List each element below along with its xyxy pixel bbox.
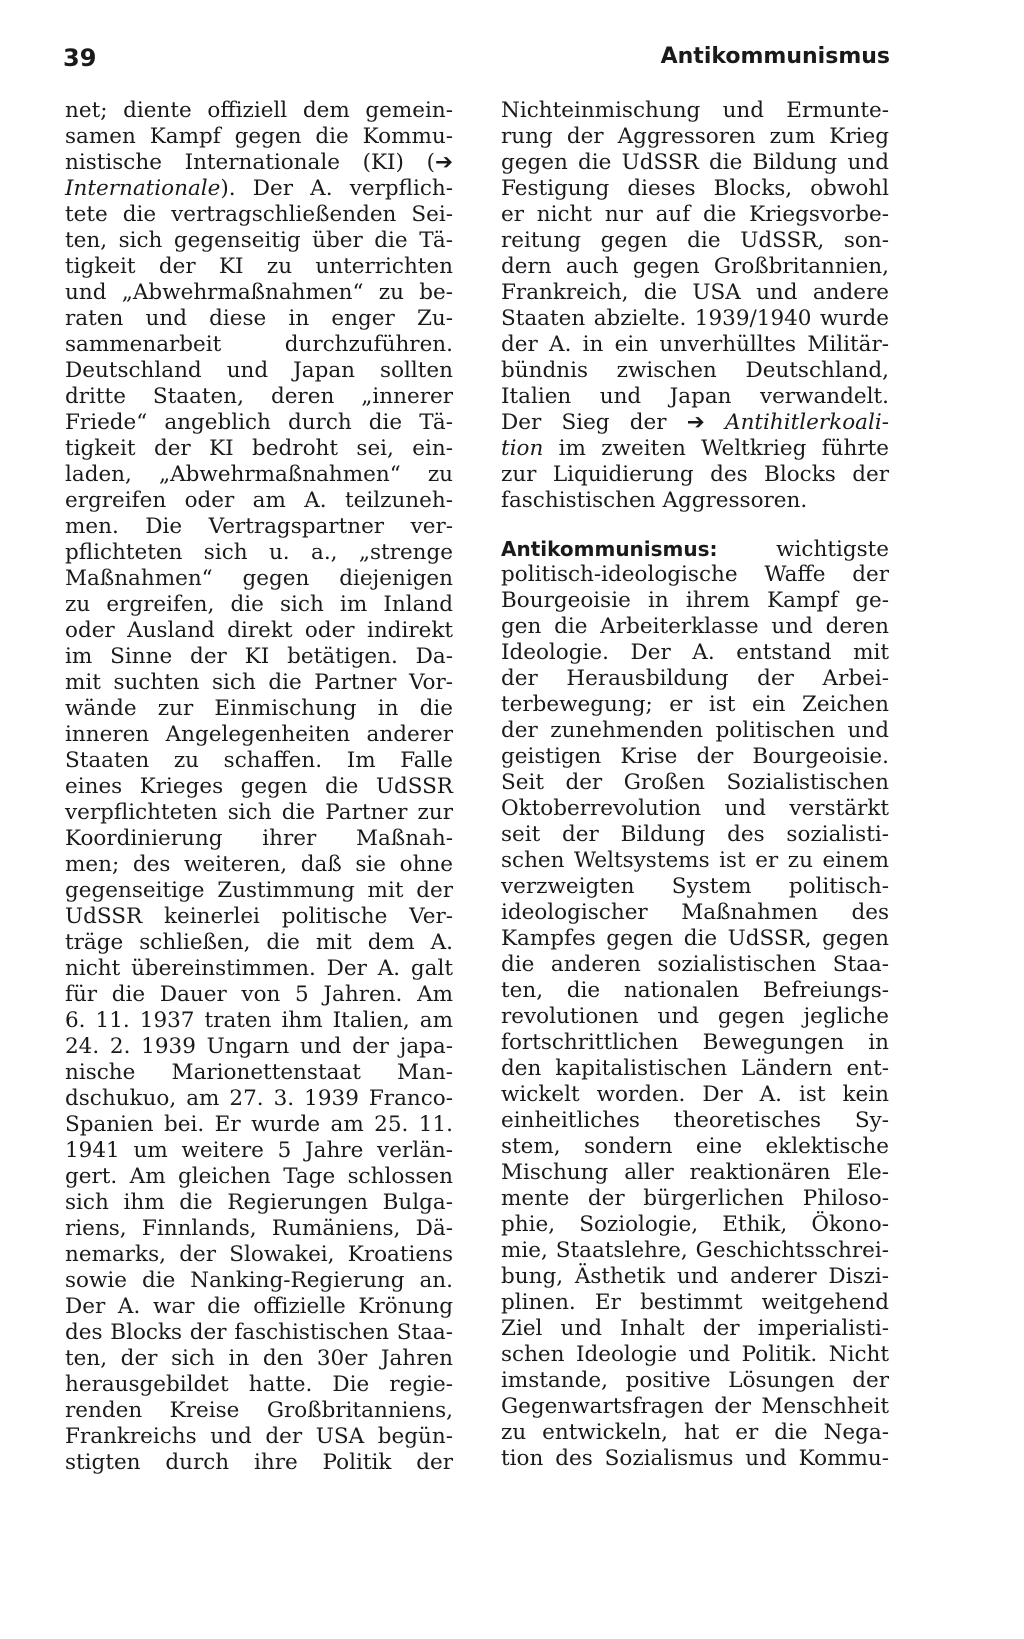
text-line: men. Die Vertragspartner ver-: [65, 514, 453, 539]
text-segment: nistische Internationale (KI): [65, 150, 404, 175]
text-line: Ziel und Inhalt der imperialisti-: [501, 1316, 889, 1341]
text-line: mit suchten sich die Partner Vor-: [65, 670, 453, 695]
text-line: Festigung dieses Blocks, obwohl: [501, 176, 889, 201]
text-line: [501, 436, 889, 462]
text-line: pflichteten sich u. a., „strenge: [65, 540, 453, 565]
text-line: revolutionen und gegen jegliche: [501, 1004, 889, 1029]
text-line: des Blocks der faschistischen Staa-: [65, 1320, 453, 1345]
text-line: gen die Arbeiterklasse und deren: [501, 614, 889, 639]
text-line: bung, Ästhetik und anderer Diszi-: [501, 1264, 889, 1289]
text-line: Mischung aller reaktionären Ele-: [501, 1160, 889, 1185]
text-line: ten, die nationalen Befreiungs-: [501, 978, 889, 1003]
text-line: für die Dauer von 5 Jahren. Am: [65, 982, 453, 1007]
text-line: Spanien bei. Er wurde am 25. 11.: [65, 1112, 453, 1137]
text-line: einheitliches theoretisches Sy-: [501, 1108, 889, 1133]
text-line: men; des weiteren, daß sie ohne: [65, 852, 453, 877]
text-line: sowie die Nanking-Regierung an.: [65, 1268, 453, 1293]
text-line: verzweigten System politisch-: [501, 874, 889, 899]
text-line: träge schließen, die mit dem A.: [65, 930, 453, 955]
text-line: tigkeit der KI bedroht sei, ein-: [65, 436, 453, 461]
text-line: der Herausbildung der Arbei-: [501, 666, 889, 691]
text-line: wände zur Einmischung in die: [65, 696, 453, 721]
text-segment: im zweiten Weltkrieg führte: [543, 436, 889, 461]
text-line: Frankreich, die USA und andere: [501, 280, 889, 305]
text-line: den kapitalistischen Ländern ent-: [501, 1056, 889, 1081]
text-line: mie, Staatslehre, Geschichtsschrei-: [501, 1238, 889, 1263]
text-line: gert. Am gleichen Tage schlossen: [65, 1164, 453, 1189]
text-line: zu ergreifen, die sich im Inland: [65, 592, 453, 617]
text-line: im Sinne der KI betätigen. Da-: [65, 644, 453, 669]
text-line: Koordinierung ihrer Maßnah-: [65, 826, 453, 851]
text-line: renden Kreise Großbritanniens,: [65, 1398, 453, 1423]
text-segment: Der Sieg der: [501, 410, 667, 435]
text-line: nemarks, der Slowakei, Kroatiens: [65, 1242, 453, 1267]
text-line: gegen die UdSSR die Bildung und: [501, 150, 889, 175]
entry-headword: Antikommunismus:: [501, 537, 718, 561]
arrow-icon: ➔: [434, 150, 453, 175]
text-line: reitung gegen die UdSSR, son-: [501, 228, 889, 253]
text-line: Kampfes gegen die UdSSR, gegen: [501, 926, 889, 951]
text-line: stigten durch ihre Politik der: [65, 1450, 453, 1475]
text-line: Oktoberrevolution und verstärkt: [501, 796, 889, 821]
text-line: tigkeit der KI zu unterrichten: [65, 254, 453, 279]
text-line: ideologischer Maßnahmen des: [501, 900, 889, 925]
text-line: Staaten zu schaffen. Im Falle: [65, 748, 453, 773]
text-line: sich ihm die Regierungen Bulga-: [65, 1190, 453, 1215]
text-line: Gegenwartsfragen der Menschheit: [501, 1394, 889, 1419]
text-line: zur Liquidierung des Blocks der: [501, 462, 889, 487]
text-line: ten, der sich in den 30er Jahren: [65, 1346, 453, 1371]
text-line: faschistischen Aggressoren.: [501, 488, 808, 513]
arrow-icon: ➔: [686, 410, 705, 435]
cross-reference: Internationale: [65, 176, 221, 201]
text-line: 6. 11. 1937 traten ihm Italien, am: [65, 1008, 453, 1033]
text-line: terbewegung; er ist ein Zeichen: [501, 692, 889, 717]
text-line: bündnis zwischen Deutschland,: [501, 358, 889, 383]
text-line: inneren Angelegenheiten anderer: [65, 722, 453, 747]
text-line: er nicht nur auf die Kriegsvorbe-: [501, 202, 889, 227]
text-line: die anderen sozialistischen Staa-: [501, 952, 889, 977]
text-line: imstande, positive Lösungen der: [501, 1368, 889, 1393]
page-header: [0, 44, 1024, 84]
text-line: [65, 176, 453, 202]
text-line: seit der Bildung des sozialisti-: [501, 822, 889, 847]
text-line: Italien und Japan verwandelt.: [501, 384, 889, 409]
text-line: wickelt worden. Der A. ist kein: [501, 1082, 889, 1107]
text-line: rung der Aggressoren zum Krieg: [501, 124, 889, 149]
text-line: Friede“ angeblich durch die Tä-: [65, 410, 453, 435]
text-line: gegenseitige Zustimmung mit der: [65, 878, 453, 903]
text-line: eines Krieges gegen die UdSSR: [65, 774, 453, 799]
text-line: sammenarbeit durchzuführen.: [65, 332, 453, 357]
text-line: Ideologie. Der A. entstand mit: [501, 640, 889, 665]
text-line: 1941 um weitere 5 Jahre verlän-: [65, 1138, 453, 1163]
text-line: schen Ideologie und Politik. Nicht: [501, 1342, 889, 1367]
text-line: phie, Soziologie, Ethik, Ökono-: [501, 1212, 889, 1237]
text-line: UdSSR keinerlei politische Ver-: [65, 904, 453, 929]
text-line: nicht übereinstimmen. Der A. galt: [65, 956, 453, 981]
text-line: plinen. Er bestimmt weitgehend: [501, 1290, 889, 1315]
text-line: verpflichteten sich die Partner zur: [65, 800, 453, 825]
text-line: fortschrittlichen Bewegungen in: [501, 1030, 889, 1055]
text-line: Nichteinmischung und Ermunte-: [501, 98, 889, 123]
text-line: laden, „Abwehrmaßnahmen“ zu: [65, 462, 453, 487]
text-line: mente der bürgerlichen Philoso-: [501, 1186, 889, 1211]
text-line: Staaten abzielte. 1939/1940 wurde: [501, 306, 889, 331]
text-line: ergreifen oder am A. teilzuneh-: [65, 488, 453, 513]
text-segment: ). Der A. verpflich-: [220, 176, 453, 201]
text-line: oder Ausland direkt oder indirekt: [65, 618, 453, 643]
text-line: Seit der Großen Sozialistischen: [501, 770, 889, 795]
text-line: dritte Staaten, deren „innerer: [65, 384, 453, 409]
text-line: dschukuo, am 27. 3. 1939 Franco-: [65, 1086, 453, 1111]
cross-reference: Antihitlerkoali-: [725, 410, 889, 435]
text-line: Der A. war die offizielle Krönung: [65, 1294, 453, 1319]
text-line: der A. in ein unverhülltes Militär-: [501, 332, 889, 357]
text-line: tete die vertragschließenden Sei-: [65, 202, 453, 227]
text-line: zu entwickeln, hat er die Nega-: [501, 1420, 889, 1445]
text-line: Maßnahmen“ gegen diejenigen: [65, 566, 453, 591]
text-line: Frankreichs und der USA begün-: [65, 1424, 453, 1449]
running-head: Antikommunismus: [660, 44, 890, 69]
paragraph-gap: [501, 514, 889, 536]
text-line: dern auch gegen Großbritannien,: [501, 254, 889, 279]
page-number: 39: [63, 44, 97, 72]
text-line: nische Marionettenstaat Man-: [65, 1060, 453, 1085]
text-line: samen Kampf gegen die Kommu-: [65, 124, 453, 149]
text-line: riens, Finnlands, Rumäniens, Dä-: [65, 1216, 453, 1241]
text-line: raten und diese in enger Zu-: [65, 306, 453, 331]
text-line: [501, 410, 889, 436]
text-line: und „Abwehrmaßnahmen“ zu be-: [65, 280, 453, 305]
text-line: politisch-ideologische Waffe der: [501, 562, 889, 587]
text-line: schen Weltsystems ist er zu einem: [501, 848, 889, 873]
text-line: ten, sich gegenseitig über die Tä-: [65, 228, 453, 253]
text-line: Bourgeoisie in ihrem Kampf ge-: [501, 588, 889, 613]
right-column: [501, 98, 889, 1472]
text-line: geistigen Krise der Bourgeoisie.: [501, 744, 889, 769]
text-line: Deutschland und Japan sollten: [65, 358, 453, 383]
text-line: herausgebildet hatte. Die regie-: [65, 1372, 453, 1397]
text-line: tion des Sozialismus und Kommu-: [501, 1446, 889, 1471]
cross-reference: tion: [501, 436, 544, 461]
text-segment: wichtigste: [776, 537, 889, 562]
text-line: [501, 536, 889, 562]
text-line: 24. 2. 1939 Ungarn und der japa-: [65, 1034, 453, 1059]
text-line: stem, sondern eine eklektische: [501, 1134, 889, 1159]
left-column: [65, 98, 453, 1476]
text-line: nistische Internationale (KI) (➔: [65, 150, 453, 175]
text-line: der zunehmenden politischen und: [501, 718, 889, 743]
text-line: net; diente offiziell dem gemein-: [65, 98, 453, 123]
